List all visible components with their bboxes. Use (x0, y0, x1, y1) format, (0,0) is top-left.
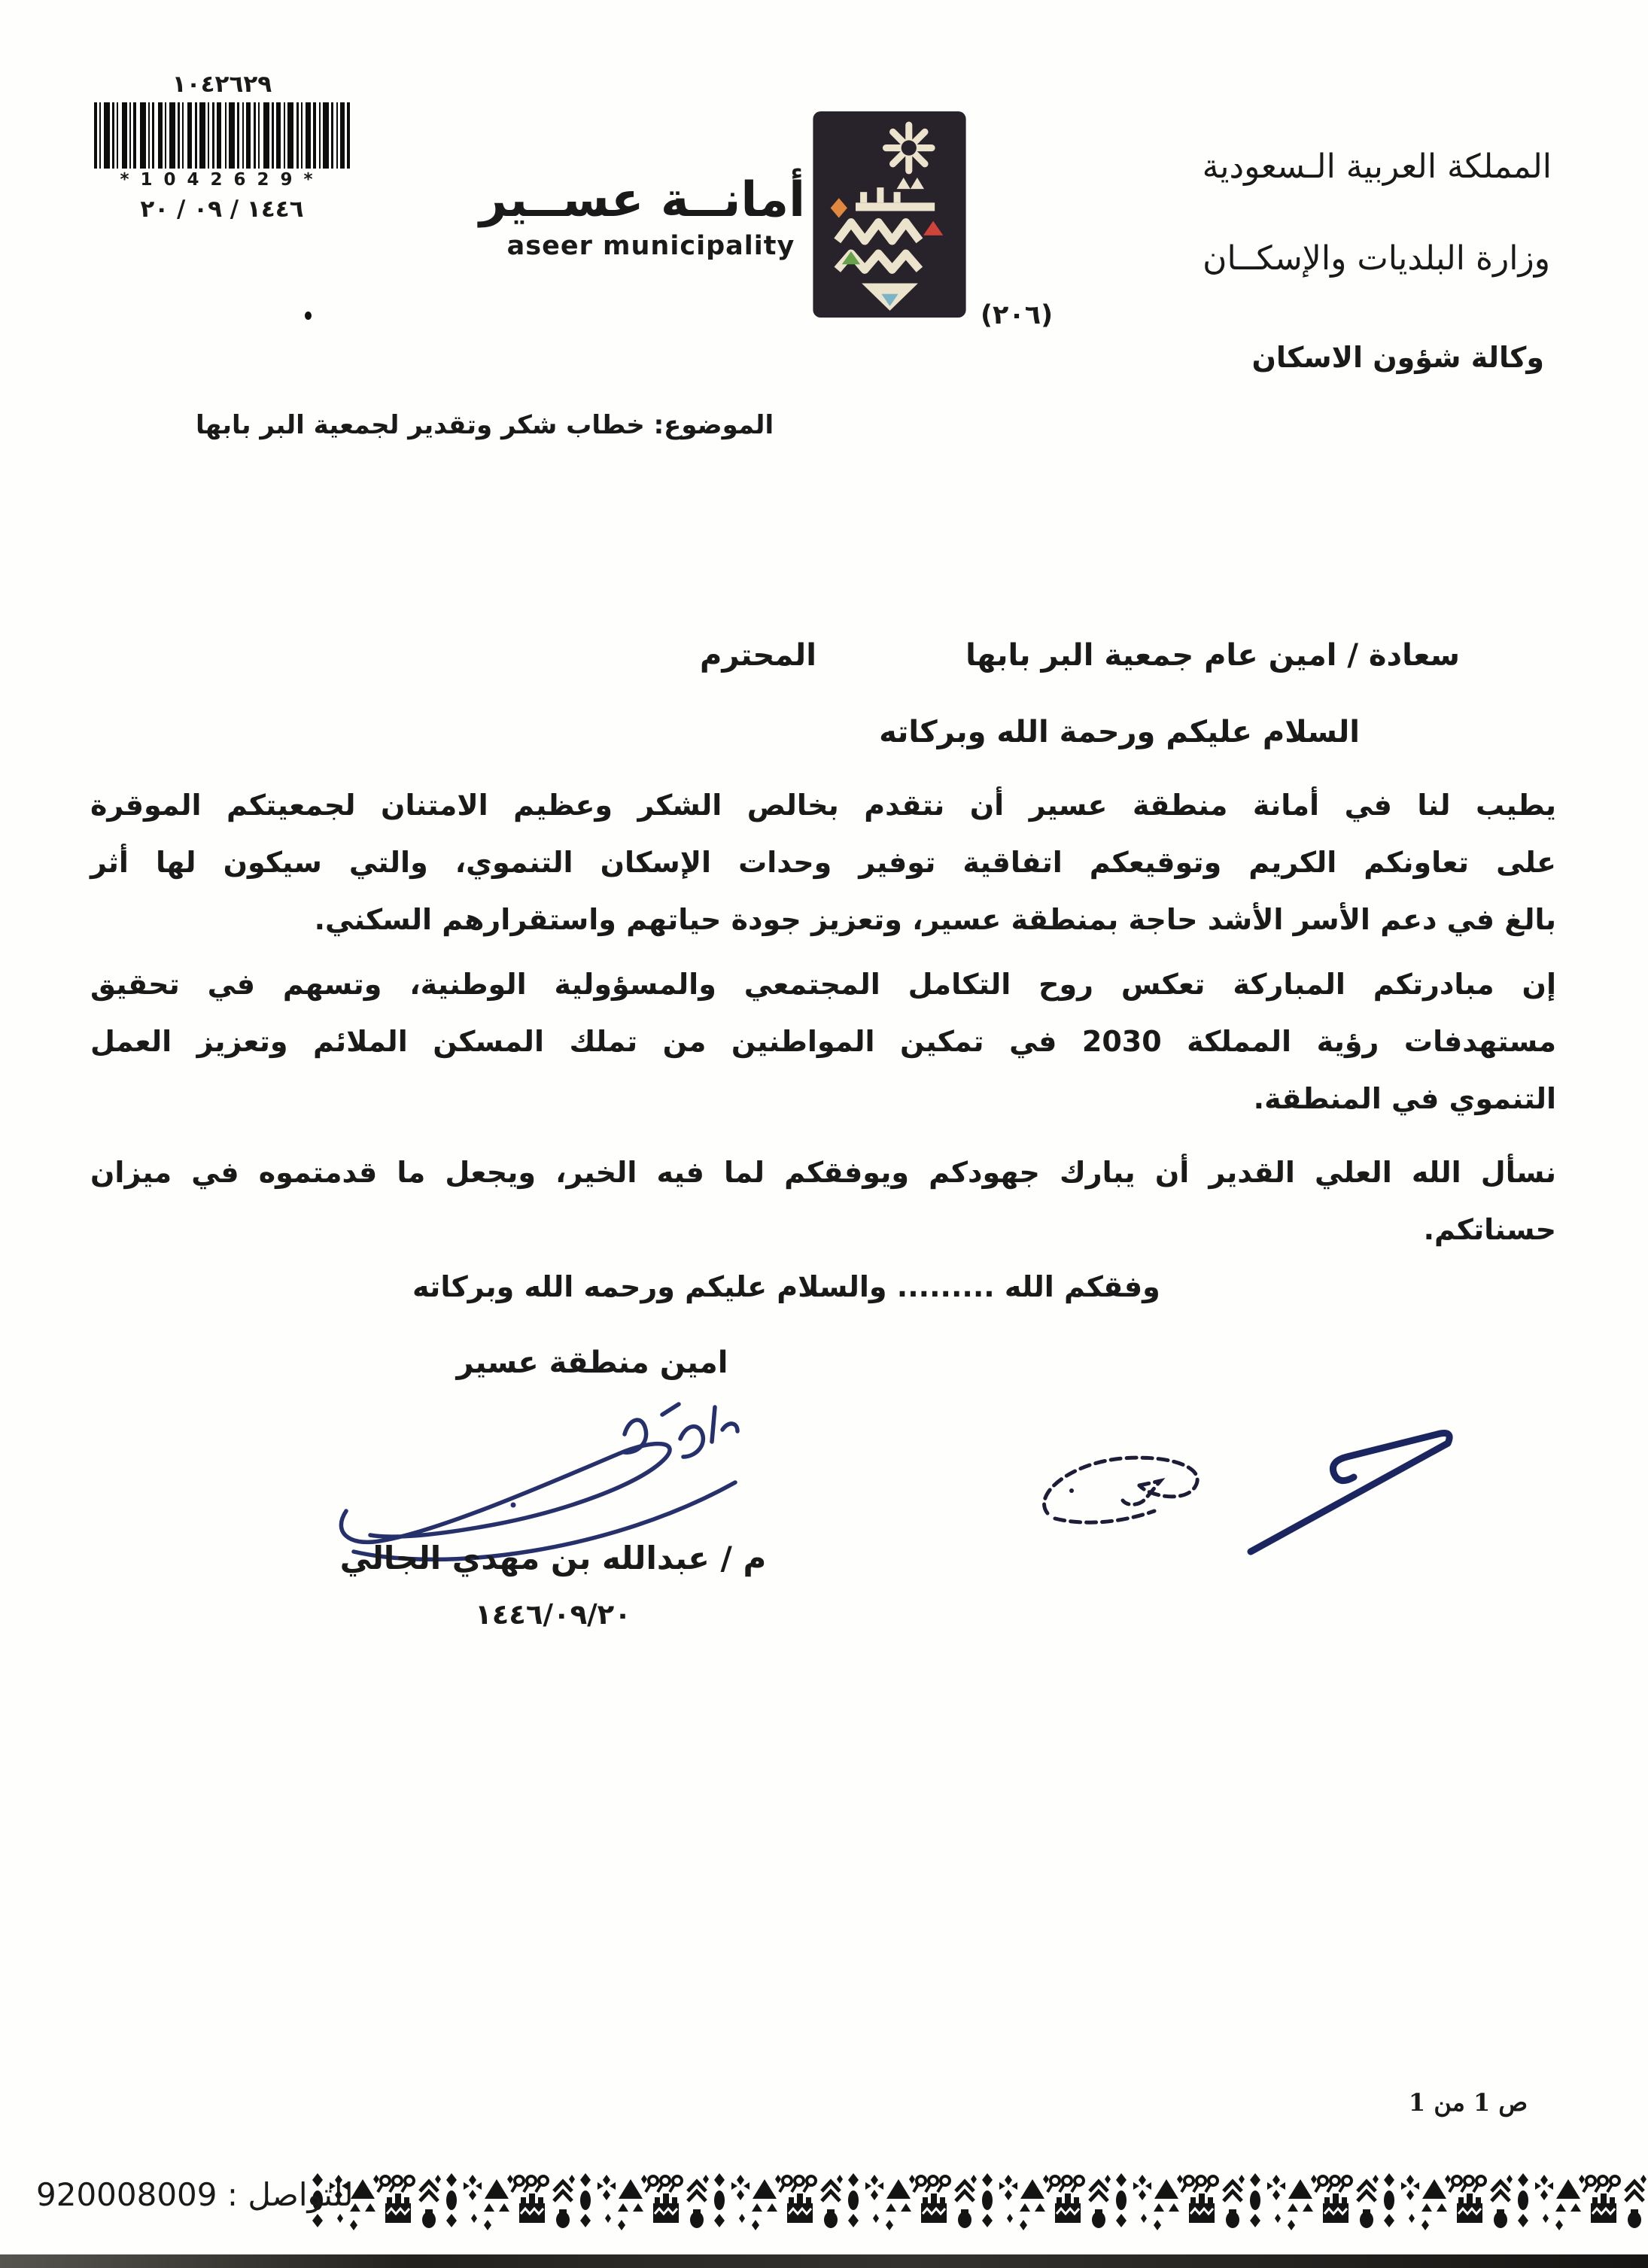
asiri-pattern-border (310, 2170, 1648, 2235)
document-number: (٢٠٦) (981, 300, 1054, 330)
registry-date: ١٤٤٦ / ٠٩ / ٢٠ (140, 196, 304, 223)
ministry-title: وزارة البلديات والإسكــان (1203, 239, 1550, 278)
letter-body (90, 777, 1556, 1258)
agency-title: وكالة شؤون الاسكان (1251, 341, 1544, 374)
body-line: بالغ في دعم الأسر الأشد حاجة بمنطقة عسير، وتعزيز جودة حياتهم واستقرارهم السكني. (314, 903, 1556, 936)
municipality-logo-text (479, 172, 805, 261)
body-line: التنموي في المنطقة. (1253, 1082, 1556, 1115)
kingdom-title: المملكة العربية الـسعودية (1202, 147, 1552, 186)
subject-line: الموضوع: خطاب شكر وتقدير لجمعية البر بابها (196, 410, 774, 440)
body-line: يطيب لنا في أمانة منطقة عسير أن نتقدم بخالص الشكر وعظيم الامتنان لجمعيتكم الموقرة (90, 789, 1556, 822)
signatory-title: امين منطقة عسير (456, 1345, 728, 1380)
contact-info: للتواصل : 920008009 (36, 2176, 354, 2213)
recipient-name: سعادة / امين عام جمعية البر بابها (965, 638, 1460, 673)
recipient-line (700, 638, 1460, 673)
municipality-name-english: aseer municipality (506, 230, 795, 261)
handwritten-scribble (1025, 1449, 1215, 1543)
scan-edge-artifact (0, 2254, 1648, 2268)
body-line: على تعاونكم الكريم وتوقيعكم اتفاقية توفير وحدات الإسكان التنموي، والتي سيكون لها أثر (90, 846, 1556, 879)
signature-date: ١٤٤٦/٠٩/٢٠ (475, 1598, 631, 1631)
handwritten-checkmark (1243, 1418, 1478, 1557)
ink-dot (305, 312, 312, 320)
page-number: ص 1 من 1 (1408, 2088, 1528, 2117)
greeting-line: السلام عليكم ورحمة الله وبركاته (879, 715, 1360, 749)
body-line: إن مبادرتكم المباركة تعكس روح التكامل المجتمعي والمسؤولية الوطنية، وتسهم في تحقيق (90, 968, 1556, 1001)
body-line: نسأل الله العلي القدير أن يبارك جهودكم ويوفقكم لما فيه الخير، ويجعل ما قدمتموه في ميزان (90, 1156, 1556, 1189)
aseer-municipality-logo (811, 110, 968, 319)
barcode-digits: *1042629* (120, 170, 324, 190)
registry-block (83, 71, 361, 223)
closing-line: وفقكم الله ......... والسلام عليكم ورحمه الله وبركاته (412, 1270, 1160, 1303)
body-line: حسناتكم. (1423, 1213, 1556, 1246)
signatory-name: م / عبدالله بن مهدي الجالي (339, 1540, 767, 1576)
recipient-honorific: المحترم (700, 638, 816, 673)
registry-number: ١٠٤٢٦٢٩ (172, 71, 272, 98)
municipality-name-arabic: أمانــة عســير (479, 172, 805, 228)
barcode-image (94, 102, 350, 169)
body-line: مستهدفات رؤية المملكة 2030 في تمكين المواطنين من تملك المسكن الملائم وتعزيز العمل (90, 1025, 1556, 1058)
